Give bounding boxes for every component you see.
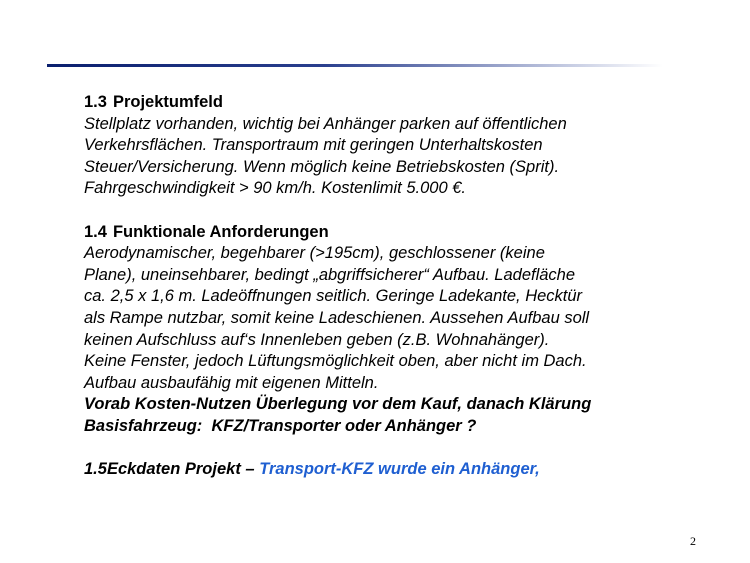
text-line: als Rampe nutzbar, somit keine Ladeschienen. Aussehen Aufbau soll <box>84 308 590 327</box>
header-rule <box>47 64 663 67</box>
section-heading-1-5 <box>84 459 684 481</box>
text-line: Aerodynamischer, begehbarer (>195cm), geschlossener (keine <box>84 244 545 263</box>
text-line: Keine Fenster, jedoch Lüftungsmöglichkeit oben, aber nicht im Dach. <box>84 352 587 371</box>
section-body-1-3 <box>84 114 684 200</box>
text-line: Stellplatz vorhanden, wichtig bei Anhänger parken auf öffentlichen <box>84 114 567 133</box>
spacer <box>84 200 684 222</box>
highlight-text: Transport-KFZ wurde ein Anhänger, <box>259 460 540 479</box>
bold-text-line: Basisfahrzeug: KFZ/Transporter oder Anhänger ? <box>84 416 477 435</box>
text-line: keinen Aufschluss auf‘s Innenleben geben (z.B. Wohnahänger). <box>84 330 550 349</box>
section-body-1-4 <box>84 243 684 394</box>
section-title: Funktionale Anforderungen <box>112 222 329 241</box>
section-note-1-4 <box>84 394 684 437</box>
page-number: 2 <box>690 534 696 548</box>
text-line: Verkehrsflächen. Transportraum mit geringen Unterhaltskosten <box>84 136 543 155</box>
text-line: Plane), uneinsehbarer, bedingt „abgriffsicherer“ Aufbau. Ladefläche <box>84 265 576 284</box>
section-number: 1.3 <box>84 93 107 111</box>
bold-text-line: Vorab Kosten-Nutzen Überlegung vor dem Kauf, danach Klärung <box>84 395 592 414</box>
section-title: Eckdaten Projekt – <box>106 460 255 479</box>
section-number: 1.5 <box>84 460 107 479</box>
section-heading-1-4 <box>84 222 684 244</box>
text-line: ca. 2,5 x 1,6 m. Ladeöffnungen seitlich. Geringe Ladekante, Hecktür <box>84 287 583 306</box>
section-number: 1.4 <box>84 222 107 241</box>
slide-content <box>84 92 684 481</box>
spacer <box>84 438 684 460</box>
text-line: Steuer/Versicherung. Wenn möglich keine Betriebskosten (Sprit). <box>84 157 560 176</box>
text-line: Aufbau ausbaufähig mit eigenen Mitteln. <box>84 373 379 392</box>
text-line: Fahrgeschwindigkeit > 90 km/h. Kostenlimit 5.000 €. <box>84 179 466 198</box>
section-title: Projektumfeld <box>112 93 223 111</box>
section-heading-1-3 <box>84 92 684 114</box>
